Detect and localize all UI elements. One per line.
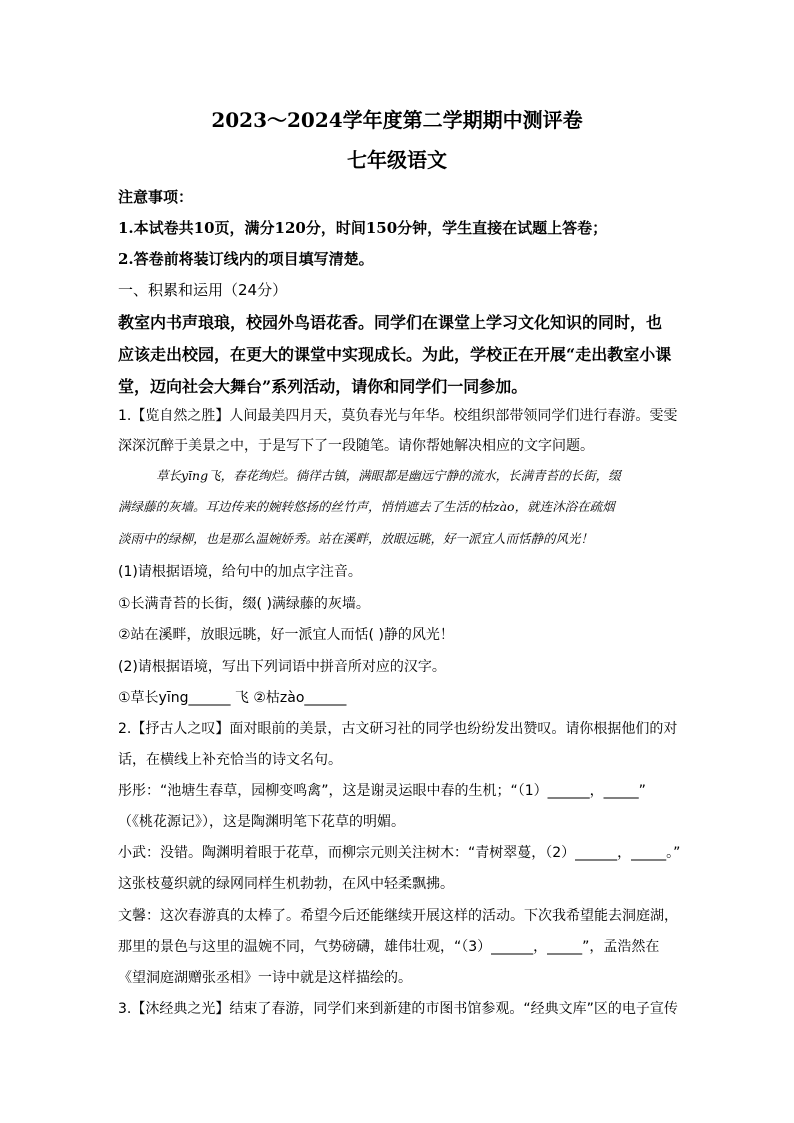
subquestion-2: (2)请根据语境，写出下列词语中拼音所对应的汉字。 bbox=[118, 659, 446, 675]
dialogue-line: 彤彤：“池塘生春草，园柳变鸣禽”，这是谢灵运眼中春的生机；“（1）______，_____” bbox=[118, 783, 646, 799]
section-heading: 一、积累和运用（24分） bbox=[118, 281, 288, 299]
note-item-1: 1.本试卷共10页，满分120分，时间150分钟，学生直接在试题上答卷； bbox=[118, 219, 608, 237]
dialogue-line: 文馨：这次春游真的太棒了。希望今后还能继续开展这样的活动。下次我希望能去洞庭湖， bbox=[118, 908, 678, 924]
passage-line: 淡雨中的绿柳，也是那么温婉娇秀。站在溪畔，放眼远眺，好一派宜人而恬静的风光！ bbox=[118, 531, 594, 546]
dialogue-line: 这张枝蔓织就的绿网同样生机勃勃，在风中轻柔飘拂。 bbox=[118, 876, 454, 892]
question-1-line: 1.【览自然之胜】人间最美四月天，莫负春光与年华。校组织部带领同学们进行春游。雯雯 bbox=[118, 408, 678, 424]
question-2-line: 2.【抒古人之叹】面对眼前的美景，古文研习社的同学也纷纷发出赞叹。请你根据他们的对 bbox=[118, 721, 678, 737]
subquestion-1: (1)请根据语境，给句中的加点字注音。 bbox=[118, 564, 362, 580]
section-intro-line: 教室内书声琅琅，校园外鸟语花香。同学们在课堂上学习文化知识的同时，也 bbox=[118, 313, 663, 332]
subquestion-1a: ①长满青苔的长街，缀( )满绿藤的灰墙。 bbox=[118, 596, 370, 612]
exam-subtitle: 七年级语文 bbox=[347, 148, 447, 172]
passage-line: 草长yīng飞，春花绚烂。徜徉古镇，满眼都是幽远宁静的流水，长满青苔的长街，缀 bbox=[156, 468, 621, 483]
subquestion-1b: ②站在溪畔，放眼远眺，好一派宜人而恬( )静的风光！ bbox=[118, 627, 454, 643]
dialogue-line: 那里的景色与这里的温婉不同，气势磅礴，雄伟壮观，“（3）______，_____”，孟浩然在 bbox=[118, 939, 660, 955]
dialogue-line: 《望洞庭湖赠张丞相》一诗中就是这样描绘的。 bbox=[118, 970, 412, 986]
section-intro-line: 应该走出校园，在更大的课堂中实现成长。为此，学校正在开展“走出教室小课 bbox=[118, 345, 672, 364]
question-3-line: 3.【沐经典之光】结束了春游，同学们来到新建的市图书馆参观。“经典文库”区的电子宣传 bbox=[118, 1001, 678, 1017]
notes-heading: 注意事项： bbox=[118, 188, 194, 206]
question-1-line: 深深沉醉于美景之中，于是写下了一段随笔。请你帮她解决相应的文字问题。 bbox=[118, 438, 594, 454]
dialogue-line: 小武：没错。陶渊明着眼于花草，而柳宗元则关注树木：“青树翠蔓，（2）______，_____。” bbox=[118, 845, 681, 861]
note-item-2: 2.答卷前将装订线内的项目填写清楚。 bbox=[118, 250, 374, 268]
section-intro-line: 堂，迈向社会大舞台”系列活动，请你和同学们一同参加。 bbox=[118, 377, 528, 396]
dialogue-line: （《桃花源记》），这是陶渊明笔下花草的明媚。 bbox=[118, 814, 405, 830]
subquestion-2a: ①草长yīng______ 飞 ②枯zào______ bbox=[118, 690, 347, 706]
exam-title: 2023～2024学年度第二学期期中测评卷 bbox=[211, 108, 583, 132]
question-2-line: 话，在横线上补充恰当的诗文名句。 bbox=[118, 752, 342, 768]
passage-line: 满绿藤的灰墙。耳边传来的婉转悠扬的丝竹声，悄悄遮去了生活的枯zào，就连沐浴在疏烟 bbox=[118, 499, 615, 514]
